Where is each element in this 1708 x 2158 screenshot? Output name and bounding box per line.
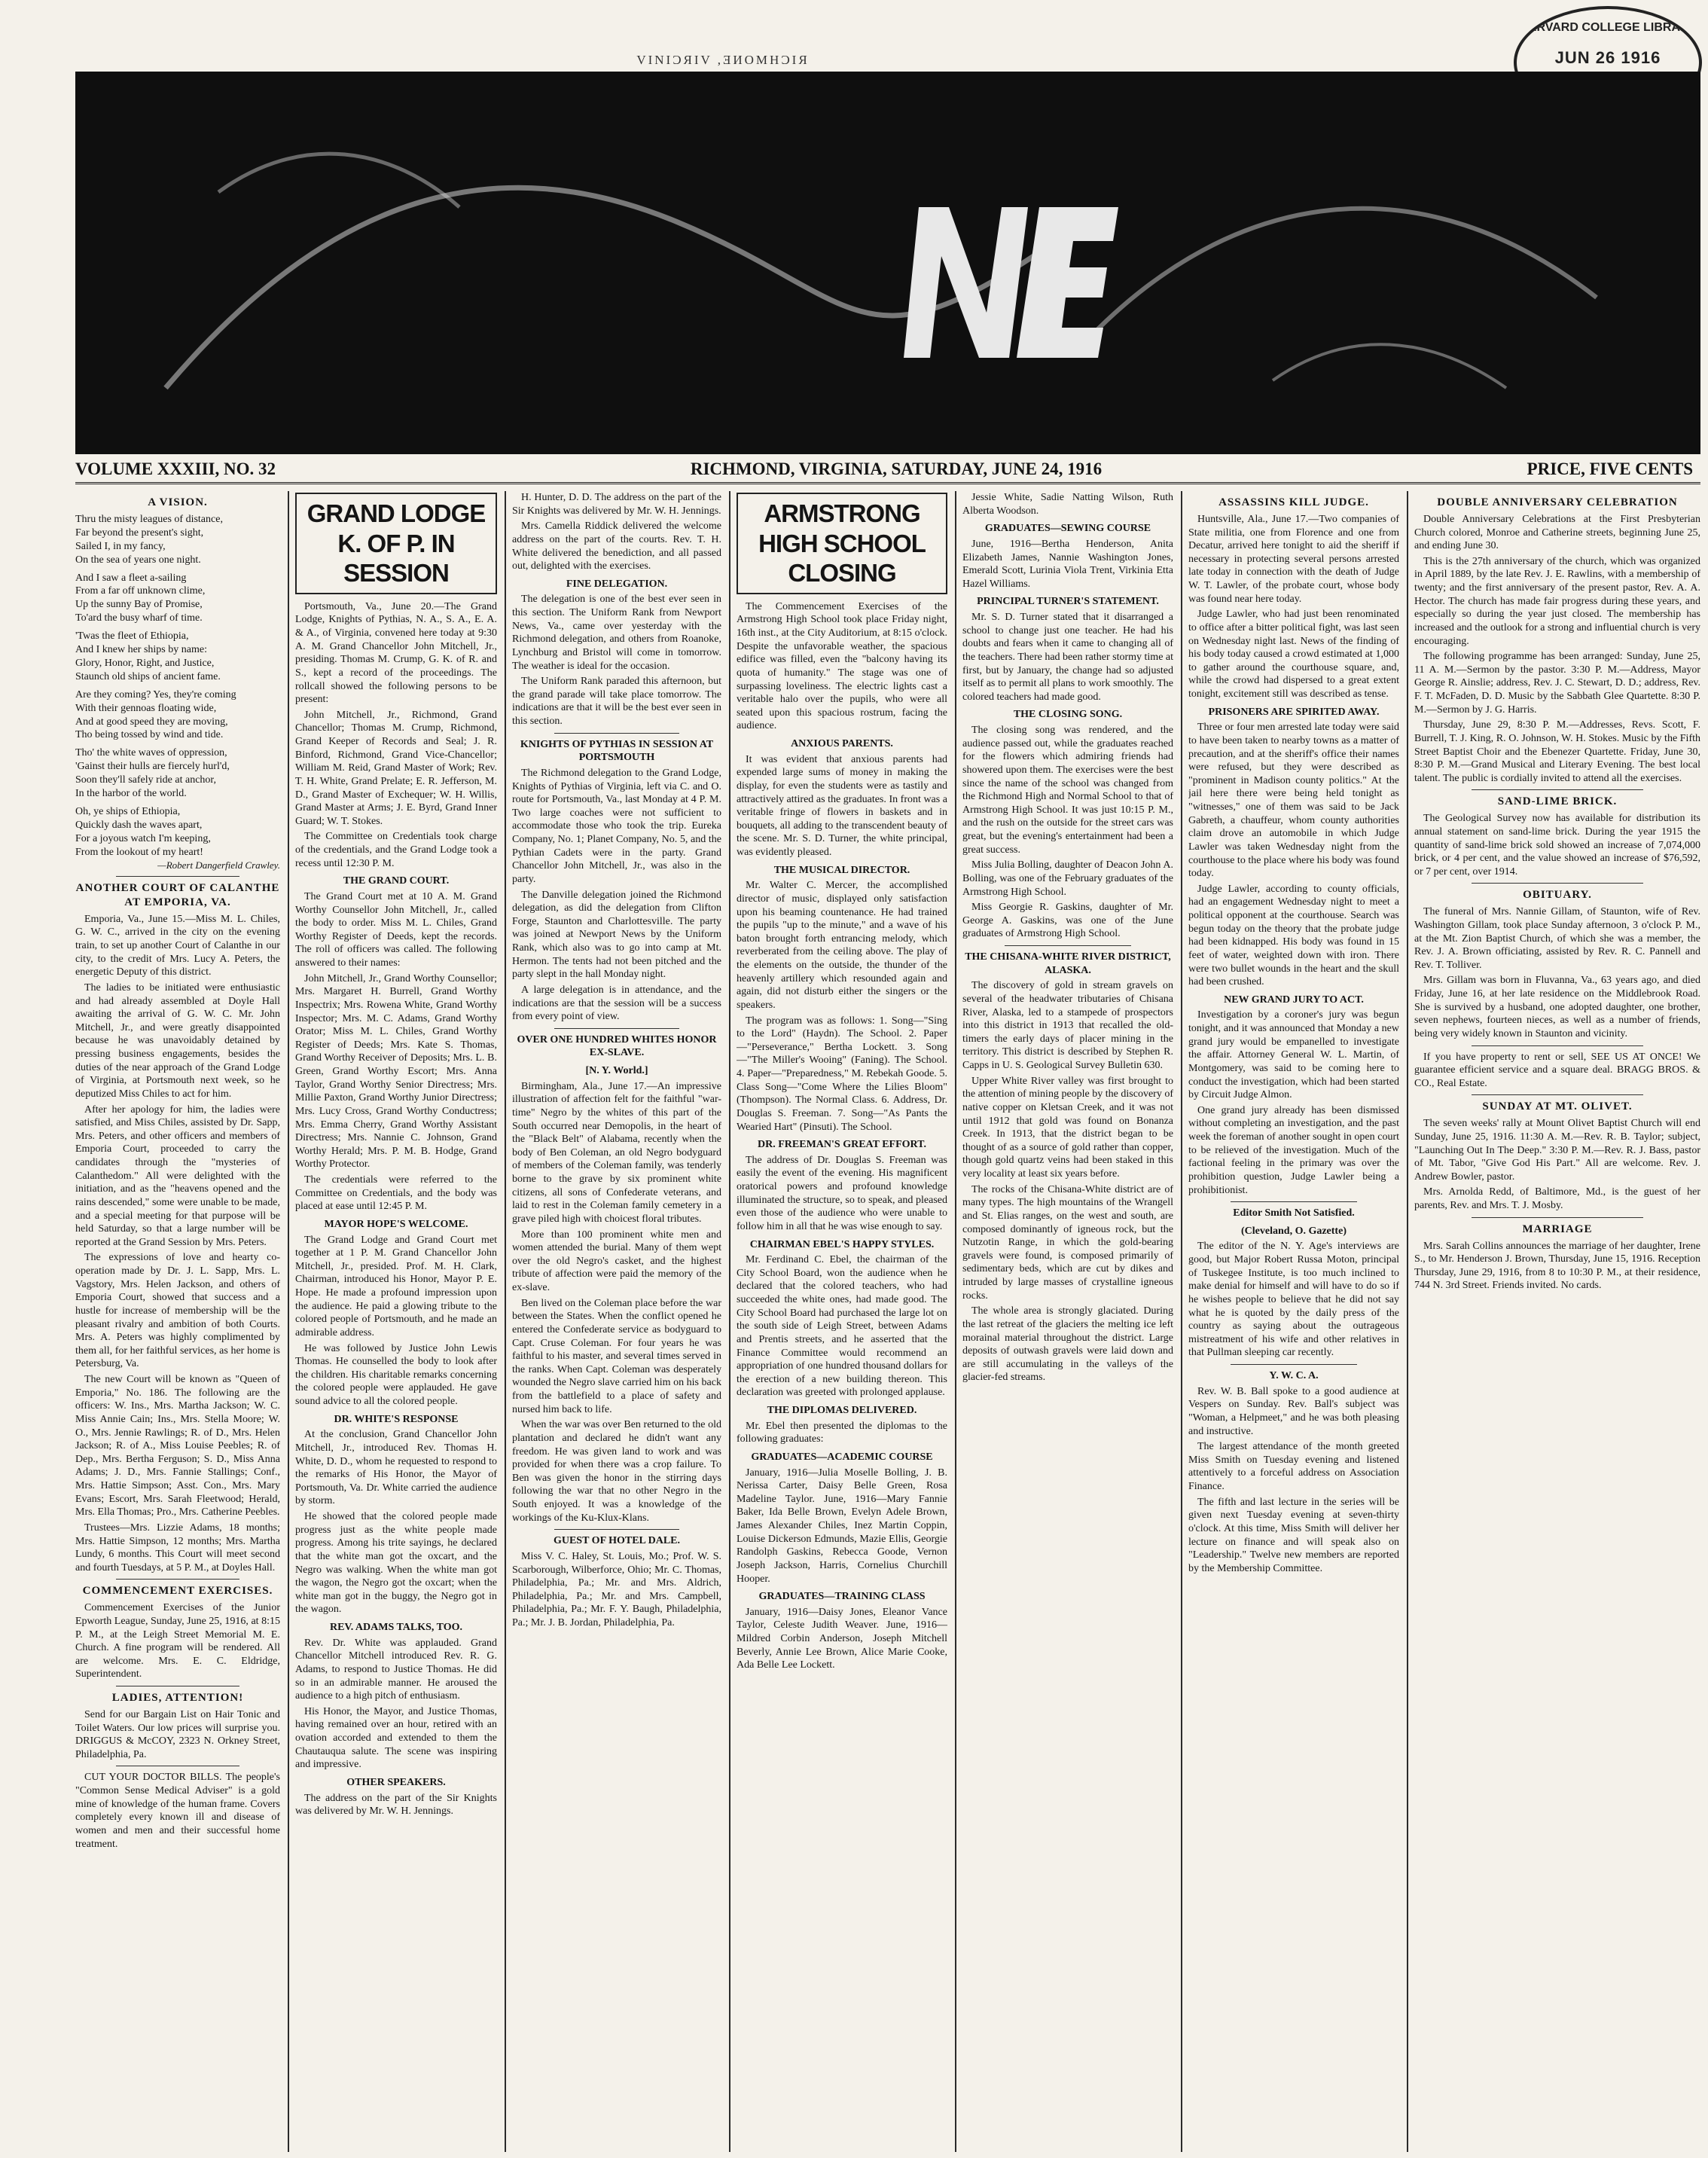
- article-paragraph: At the conclusion, Grand Chancellor John Mitchell, Jr., introduced Rev. Thomas H. White, D. D., whom he requested to respond to the remarks of His Honor, the Mayor of Portsmouth, Va. Dr. White carried the audience by storm.: [295, 1429, 497, 1507]
- article-paragraph: He showed that the colored people made progress just as the white people made progress. Among his trite sayings, he declared that the white man got the oxcart, and the Negro was walking. When the white man got the wagon, the Negro got the oxcart; when the white man got in the buggy, the Negro got in the wagon.: [295, 1511, 497, 1616]
- article-paragraph: Portsmouth, Va., June 20.—The Grand Lodge, Knights of Pythias, N. A., S. A., E. A. & A., of Virginia, convened here today at 9:30 A. M. Grand Chancellor John Mitchell, Jr., presiding. Thomas M. Crump, G. K. of R. and S., kept a record of the proceedings. The rollcall showed the following persons to be present:: [295, 600, 497, 706]
- article-paragraph: After her apology for him, the ladies were satisfied, and Miss Chiles, assisted by Dr. Sapp, Mrs. Peters, and other officers and members of Emporia Court, proceeded to carry the candidates through the "mysteries of Calanthedom." All were delighted with the initiation, and as the "heavens opened and the rains descended," some were unable to be made, and a special meeting for that purpose will be held Saturday, so that a large number will be reported at the Grand Session by Mrs. Peters.: [75, 1103, 280, 1248]
- column-rule: [1181, 491, 1182, 2152]
- article-paragraph: The editor of the N. Y. Age's interviews are good, but Major Robert Russa Moton, principal of Tuskegee Institute, is too much inclined to make denial for himself and will have to do so if he wishes people to believe that he did not say what he is quoted by the daily press of the country as saying about the outrageous mistreatment of his wife and other relatives in that Pullman sleeping car recently.: [1188, 1241, 1399, 1359]
- column-7: [1414, 491, 1700, 2152]
- article-paragraph: The Richmond delegation to the Grand Lodge, Knights of Pythias of Virginia, left via C. and O. route for Portsmouth, Va., last Monday at 4 P. M. Two large coaches were not sufficient to accommodate those who took the trip. Eureka Company, No. 1; Planet Company, No. 5, and the Pythian Cadets were in the party. Grand Chancellor John Mitchell, Jr., was also in the party.: [512, 767, 721, 885]
- price-label: PRICE, FIVE CENTS: [1527, 459, 1693, 478]
- column-6: [1188, 491, 1399, 2152]
- subhead-anxious-parents: ANXIOUS PARENTS.: [791, 738, 893, 750]
- subhead-sewing-course: GRADUATES—SEWING COURSE: [984, 523, 1151, 535]
- masthead-flourish: [105, 102, 1670, 426]
- article-paragraph: The program was as follows: 1. Song—"Sing to the Lord" (Haydn). The School. 2. Paper—"Perseverance," Bertha Lockett. 3. Song—"The Miller's Wooing" (Faning). The School. 4. Paper—"Preparedness," M. Rebekah Goode. 5. Class Song—"Come Where the Lilies Bloom" (Thompson). The Normal Class. 6. Address, Dr. Douglas S. Freeman. 7. Song—"As Pants the Wearied Hart" (Pinsuti). The School.: [737, 1015, 947, 1133]
- subhead-grand-court: THE GRAND COURT.: [343, 875, 450, 887]
- article-paragraph: John Mitchell, Jr., Richmond, Grand Chancellor; Thomas M. Crump, Richmond, Grand Keeper of Records and Seal; J. R. Binford, Richmond, Grand Vice-Chancellor; William M. Reid, Grand Master of Work; Rev. T. H. White, Grand Prelate; E. R. Jefferson, M. D., Grand Master of Exchequer; W. H. Willis, Grand Master at Arms; J. E. Byrd, Grand Inner Guard; W. T. Stokes.: [295, 709, 497, 827]
- article-paragraph: The funeral of Mrs. Nannie Gillam, of Staunton, wife of Rev. Washington Gillam, took place Sunday afternoon, 3 o'clock P. M., at the Mt. Zion Baptist Church, of which she was a member, the Rev. J. A. Brown officiating, assisted by Rev. R. C. Pannell and Rev. T. Tolliver.: [1414, 906, 1700, 971]
- headline-mt-olivet: SUNDAY AT MT. OLIVET.: [1482, 1100, 1633, 1113]
- subhead-hundred-whites: OVER ONE HUNDRED WHITES HONOR EX-SLAVE.: [517, 1033, 717, 1059]
- column-rule: [288, 491, 289, 2152]
- headline-armstrong: ARMSTRONG HIGH SCHOOL CLOSING: [737, 493, 947, 594]
- article-paragraph: The largest attendance of the month greeted Miss Smith on Tuesday evening and listened attentively to a forceful address on Association Finance.: [1188, 1441, 1399, 1493]
- article-paragraph: June, 1916—Bertha Henderson, Anita Elizabeth James, Nannie Washington Jones, Emerald Scott, Lurinia Viola Trent, Virkinia Etta Hazel Williams.: [962, 538, 1173, 590]
- article-paragraph: Ben lived on the Coleman place before the war between the States. When the conflict opened he entered the Confederate service as bodyguard to Capt. Cruse Coleman. For four years he was faithful to his master, and several times served in the ranks. When Capt. Coleman was desperately wounded the Negro slave carried him on his back from the battlefield to a place of safety and nursed him back to life.: [512, 1297, 721, 1415]
- headline-grand-lodge: GRAND LODGE K. OF P. IN SESSION: [295, 493, 497, 594]
- subhead-fine-delegation: FINE DELEGATION.: [566, 578, 668, 590]
- article-paragraph: John Mitchell, Jr., Grand Worthy Counsellor; Mrs. Margaret H. Burrell, Grand Worthy Inspectrix; Mrs. Rowena White, Grand Worthy Inspector; Mrs. M. C. Adams, Grand Worthy Orator; Miss M. L. Chiles, Grand Worthy Register of Deeds; Mrs. Kate S. Thomas, Grand Worthy Receiver of Deposits; Mrs. L. B. Green, Grand Worthy Escort; Mrs. Anna Taylor, Grand Worthy Senior Directress; Mrs. Millie Paxton, Grand Worthy Junior Directress; Mrs. Lucy Cross, Grand Worthy Conductress; Mrs. Emma Cherry, Grand Worthy Assistant Directress; Mrs. Nannie C. Johnson, Grand Worthy Herald; Mrs. P. M. B. Hodge, Grand Worthy Protector.: [295, 972, 497, 1171]
- subhead-chisana-river: THE CHISANA-WHITE RIVER DISTRICT, ALASKA.: [965, 951, 1171, 976]
- article-paragraph: The credentials were referred to the Committee on Credentials, and the body was placed at ease until 12:45 P. M.: [295, 1174, 497, 1213]
- article-paragraph: The Grand Lodge and Grand Court met together at 1 P. M. Grand Chancellor John Mitchell, Jr., presided. Prof. M. H. Clark, Chairman, introduced his Honor, Mayor P. E. Hope. He made a profound impression upon the audience. He paid a glowing tribute to the colored people of Portsmouth, and he made an admirable address.: [295, 1234, 497, 1338]
- subhead-principal-statement: PRINCIPAL TURNER'S STATEMENT.: [977, 596, 1159, 608]
- article-paragraph: January, 1916—Julia Moselle Bolling, J. B. Nerissa Carter, Daisy Belle Green, Rosa Madeline Taylor. June, 1916—Mary Fannie Baker, Ida Belle Brown, Evelyn Adele Brown, James Alexander Chiles, Inez Martin Coppin, Louise Dickerson Edmunds, Mazie Ellis, Georgie Randolph Gaskins, Rebecca Goode, Vernon Joseph Jackson, Harris, Cornelius Churchill Hooper.: [737, 1467, 947, 1585]
- article-paragraph: Rev. Dr. White was applauded. Grand Chancellor Mitchell introduced Rev. R. G. Adams, to respond to Justice Thomas. He did so in an admirable manner. He aroused the audience to a high pitch of enthusiasm.: [295, 1637, 497, 1702]
- article-paragraph: Upper White River valley was first brought to the attention of mining people by the discovery of native copper on Kletsan Creek, and it was not until 1912 that gold was found on Bonanza Creek. In 1913, that the district began to be thought of as a source of gold rather than copper, though gold quartz veins had been staked in this very locality at least six years before.: [962, 1075, 1173, 1180]
- advertisement-text: Send for our Bargain List on Hair Tonic and Toilet Waters. Our low prices will surprise you. DRIGGUS & McCOY, 2323 N. Orkney Street, Philadelphia, Pa.: [75, 1708, 280, 1760]
- article-paragraph: The closing song was rendered, and the audience passed out, while the graduates reached for the flowers which admiring friends had showered upon them. The exercises were the best since the name of the school was changed from the Richmond High and Normal School to that of Armstrong High School. It was just 10:15 P. M., and the rush on the outside for the street cars was great, but the evening's entertainment had been a great success.: [962, 725, 1173, 856]
- article-paragraph: Huntsville, Ala., June 17.—Two companies of State militia, one from Florence and one from Decatur, arrived here tonight to aid the sheriff if necessary in protecting several persons arrested late today in connection with the death of Judge W. T. Lawler, of the probate court, whose body was found near here today.: [1188, 513, 1399, 605]
- advertisement-text: If you have property to rent or sell, SEE US AT ONCE! We guarantee efficient service and a square deal. BRAGG BROS. & CO., Real Estate.: [1414, 1051, 1700, 1089]
- article-paragraph: Mrs. Camella Riddick delivered the welcome address on the part of the courts. Rev. T. H. White delivered the benediction, and all passed out, delighted with the exercises.: [512, 520, 721, 572]
- subhead-ywca: Y. W. C. A.: [1269, 1370, 1319, 1382]
- article-paragraph: The ladies to be initiated were enthusiastic and had already assembled at Doyle Hall awaiting the arrival of G. W. C. Mr. John Mitchell, Jr., and were greatly disappointed because he was unavoidably detained by pressing business engagements, besides the duties of the near approach of the Grand Lodge of Virginia, at Portsmouth next week, so he deputized Miss Chiles to act for him.: [75, 981, 280, 1100]
- article-paragraph: The whole area is strongly glaciated. During the last retreat of the glaciers the melting ice left morainal material throughout the district. Large deposits of outwash gravels were laid down and are still accumulating in the valleys of the glacier-fed streams.: [962, 1305, 1173, 1384]
- subhead-musical-director: THE MUSICAL DIRECTOR.: [773, 864, 910, 876]
- subhead-editor-smith: Editor Smith Not Satisfied.: [1233, 1207, 1355, 1219]
- poem-stanza: Are they coming? Yes, they're coming With their gennoas floating wide, And at good speed they are moving, Tho being tossed by wind and tide.: [75, 688, 236, 741]
- article-paragraph: He was followed by Justice John Lewis Thomas. He counselled the body to look after the children. His charitable remarks concerning the colored people were applauded. He gave sound advice to all the colored people.: [295, 1342, 497, 1408]
- column-rule: [729, 491, 730, 2152]
- article-paragraph: When the war was over Ben returned to the old plantation and declared he didn't want any freedom. He was given land to work and was provided for when there was a crop failure. To Ben was given the honor in the stirring days following the war that no other Negro in the South enjoyed. It was a knowledge of the workings of the Ku-Klux-Klans.: [512, 1419, 721, 1524]
- article-paragraph: Miss V. C. Haley, St. Louis, Mo.; Prof. W. S. Scarborough, Wilberforce, Ohio; Mr. C. Thomas, Philadelphia, Pa.; Mr. and Mrs. Aldrich, Philadelphia, Pa.; Mr. and Mrs. Campbell, Philadelphia, Pa.; Mr. F. Y. Baugh, Philadelphia, Pa.; Mr. J. B. Jordan, Philadelphia, Pa.: [512, 1550, 721, 1628]
- article-paragraph: Miss Julia Bolling, daughter of Deacon John A. Bolling, was one of the February graduates of the Armstrong High School.: [962, 859, 1173, 898]
- column-2: [295, 491, 497, 2152]
- subhead-diplomas: THE DIPLOMAS DELIVERED.: [767, 1405, 917, 1417]
- poem-stanza: And I saw a fleet a-sailing From a far off unknown clime, Up the sunny Bay of Promise, To'ard the busy wharf of time.: [75, 572, 206, 624]
- article-paragraph: Double Anniversary Celebrations at the First Presbyterian Church colored, Monroe and Catherine streets, beginning June 25, and ending June 30.: [1414, 513, 1700, 552]
- article-paragraph: Thursday, June 29, 8:30 P. M.—Addresses, Revs. Scott, F. Burrell, T. J. King, R. O. Johnson, W. H. Stokes. Music by the Fifth Street Baptist Choir and the Ebenezer Quartette. Friday, June 30, 8:30 P. M.—Grand Musical and Literary Evening. The best local talent. The public is cordially invited to attend all the exercises.: [1414, 719, 1700, 784]
- article-paragraph: Mrs. Arnolda Redd, of Baltimore, Md., is the guest of her parents, Rev. and Mrs. T. J. Mosby.: [1414, 1186, 1700, 1212]
- article-paragraph: The Commencement Exercises of the Armstrong High School took place Friday night, 16th inst., at the City Auditorium, at 8:15 o'clock. Despite the unfavorable weather, the spacious edifice was filled, even the "balcony having its quota of humanity." The stage was one of surpassing loveliness. The electric lights cast a veritable halo over the pupils, who were all seated upon this spacious rostrum, facing the audience.: [737, 600, 947, 732]
- headline-marriage: MARRIAGE: [1522, 1222, 1593, 1235]
- headline-commencement: COMMENCEMENT EXERCISES.: [82, 1585, 273, 1598]
- library-stamp: HARVARD COLLEGE LIBRARY JUN 26 1916: [1514, 6, 1702, 119]
- article-paragraph: The fifth and last lecture in the series will be given next Tuesday evening at seven-thirty o'clock. At this time, Miss Smith will deliver her lecture on finance and will speak also on "Leadership." Twelve new members are reported by the Membership Committee.: [1188, 1496, 1399, 1574]
- article-paragraph: Trustees—Mrs. Lizzie Adams, 18 months; Mrs. Hattie Simpson, 12 months; Mrs. Martha Lundy, 6 months. This Court will meet second and fourth Tuesdays, at 5 P. M., at Doyles Hall.: [75, 1522, 280, 1573]
- subhead-white-response: DR. WHITE'S RESPONSE: [334, 1413, 459, 1425]
- article-paragraph: The Grand Court met at 10 A. M. Grand Worthy Counsellor John Mitchell, Jr., called the body to order. Miss M. L. Chiles, Grand Worthy Register of Deeds, kept the records. The roll of officers was called. The following answered to their names:: [295, 890, 497, 969]
- article-paragraph: Birmingham, Ala., June 17.—An impressive illustration of affection felt for the faithful "war-time" Negro by the whites of this part of the South occurred near Demopolis, in the heart of the "Black Belt" of Alabama, recently when the body of Ben Coleman, an old Negro bodyguard of members of the Coleman family, was tenderly borne to the grave by six prominent white citizens, all sons of Confederate veterans, and laid to rest in the Coleman family cemetery in a grave piled high with choicest floral tributes.: [512, 1080, 721, 1225]
- subhead-closing-song: THE CLOSING SONG.: [1013, 709, 1123, 721]
- headline-obituary: OBITUARY.: [1523, 889, 1592, 902]
- article-paragraph: The address on the part of the Sir Knights was delivered by Mr. W. H. Jennings.: [295, 1792, 497, 1818]
- dateline-bar: [75, 458, 1700, 484]
- headline-ladies-attention: LADIES, ATTENTION!: [111, 1692, 244, 1705]
- source-credit: (Cleveland, O. Gazette): [1241, 1225, 1347, 1237]
- column-rule: [955, 491, 956, 2152]
- article-paragraph: The Danville delegation joined the Richmond delegation, as did the delegation from Clifton Forge, Staunton and Charlottesville. The party was joined at Newport News by the Uniform Rank, which also was to go into camp at Mt. Hermon. The tents had not been pitched and the party slept in the hall Monday night.: [512, 889, 721, 981]
- article-paragraph: The seven weeks' rally at Mount Olivet Baptist Church will end Sunday, June 25, 1916. 11:30 A. M.—Rev. R. B. Taylor; subject, "Launching Out In The Deep." 3:30 P. M.—Rev. R. J. Bass, pastor of Mt. Tabor, "Give God His Part." All are welcome. Rev. J. Andrew Bowler, pastor.: [1414, 1118, 1700, 1183]
- article-paragraph: A large delegation is in attendance, and the indications are that the session will be a success from every point of view.: [512, 984, 721, 1023]
- article-paragraph: Three or four men arrested late today were said to have been taken to nearby towns as a matter of precaution, and at the sheriff's office their names were refused, but they were described as "prominent in Madison county politics." At the jail here there were being held tonight as "witnesses," one of them was said to be Jack Gabreth, a chauffeur, whom county authorities claim drove an automobile in which Judge Lawler was taken Wednesday night from the courthouse to the place where his body was found today.: [1188, 722, 1399, 880]
- article-paragraph: The new Court will be known as "Queen of Emporia," No. 186. The following are the officers: W. Ins., Mrs. Martha Jackson; W. C. Miss Annie Cain; Ins., Mrs. Stella Moore; W. O., Mrs. Jennie Rawlings; R. of D., Mrs. Helen Jackson; R. of A., Miss Louise Peebles; R. of Dep., Mrs. Bertha Ferguson; S. D., Miss Anna Adams; J. D., Mrs. Fannie Stallings; Conf., Mrs. Hattie Simpson; Asst. Con., Mrs. Mary Evans; Escort, Mrs. Sarah Fleetwood; Herald, Mrs. Ella Thomas; Pro., Mrs. Catherine Peebles.: [75, 1374, 280, 1519]
- article-paragraph: January, 1916—Daisy Jones, Eleanor Vance Taylor, Celeste Judith Weaver. June, 1916—Mildred Corbin Anderson, Joseph Mitchell Beverly, Annie Lee Brown, Alice Marie Cooke, Ada Belle Lee Lockett.: [737, 1606, 947, 1671]
- article-paragraph: The Uniform Rank paraded this afternoon, but the grand parade will take place tomorrow. The indications are that it will be the best ever seen in this section.: [512, 676, 721, 727]
- article-paragraph: Mr. Ferdinand C. Ebel, the chairman of the City School Board, won the audience when he declared that the colored teachers, who had succeeded the white ones, had made good. The City School Board had purchased the large lot on the south side of Leigh Street, between Adams and Prentis streets, and he asserted that the Finance Committee would recommend an appropriation of one hundred thousand dollars for the erection of a new building thereon. This declaration was greeted with prolonged applause.: [737, 1254, 947, 1399]
- poem-author: —Robert Dangerfield Crawley.: [157, 859, 280, 871]
- column-rule: [1407, 491, 1408, 2152]
- subhead-prisoners: PRISONERS ARE SPIRITED AWAY.: [1208, 706, 1380, 718]
- subhead-new-grand-jury: NEW GRAND JURY TO ACT.: [1224, 994, 1364, 1006]
- article-paragraph: His Honor, the Mayor, and Justice Thomas, having remained over an hour, retired with an ovation accorded and extended to them the Chautauqua salute. The scene was inspiring and impressive.: [295, 1705, 497, 1771]
- column-rule: [505, 491, 506, 2152]
- column-4: [737, 491, 947, 2152]
- article-paragraph: Mr. Ebel then presented the diplomas to the following graduates:: [737, 1420, 947, 1445]
- subhead-academic-course: GRADUATES—ACADEMIC COURSE: [751, 1451, 933, 1463]
- column-3: [512, 491, 721, 2152]
- article-paragraph: Miss Georgie R. Gaskins, daughter of Mr. George A. Gaskins, was one of the June graduates of Armstrong High School.: [962, 902, 1173, 940]
- column-5: [962, 491, 1173, 2152]
- subhead-training-class: GRADUATES—TRAINING CLASS: [758, 1591, 926, 1603]
- article-paragraph: The Committee on Credentials took charge of the credentials, and the Grand Lodge took a recess until 12:30 P. M.: [295, 831, 497, 869]
- subhead-other-speakers: OTHER SPEAKERS.: [346, 1776, 446, 1788]
- headline-calanthe: ANOTHER COURT OF CALANTHE AT EMPORIA, VA.: [75, 882, 280, 908]
- article-paragraph: The following programme has been arranged: Sunday, June 25, 11 A. M.—Sermon by the pastor. 3:30 P. M.—Address, Mayor George R. Ainslie; address, Rev. J. C. Stewart, D. D.; address, Rev. F. T. McFaden, D. D. Music by the Sabbath Glee Quartette. 8:30 P. M.—Sermon by J. G. Harris.: [1414, 651, 1700, 716]
- subhead-chairman-ebel: CHAIRMAN EBEL'S HAPPY STYLES.: [749, 1238, 935, 1250]
- issue-date: RICHMOND, VIRGINIA, SATURDAY, JUNE 24, 1916: [690, 459, 1103, 478]
- article-paragraph: The address of Dr. Douglas S. Freeman was easily the event of the evening. His magnificent oratorical powers and profound knowledge illuminated the structure, so to speak, and pleased even those of the audience who were unable to follow him in all that he was wise enough to say.: [737, 1154, 947, 1232]
- article-paragraph: Judge Lawler, according to county officials, had an engagement Wednesday night to meet a political opponent at the courthouse. Search was begun today on the theory that the probate judge had been kidnapped. His body was found in 15 feet of water, weighted down with iron. There were two bullet wounds in the heart and the skull had been crushed.: [1188, 883, 1399, 988]
- article-paragraph: Mr. S. D. Turner stated that it disarranged a school to change just one teacher. He had his doubts and fears when it came to changing all of the teachers. There had been rather stormy time at first, but by January, the change had so adjusted itself as to permit all plans to work smoothly. The colored teachers had made good.: [962, 612, 1173, 703]
- article-paragraph: Mr. Walter C. Mercer, the accomplished director of music, displayed only satisfaction upon his beaming countenance. He had trained the pupils "up to the minute," and a wave of his baton brought forth entrancing melody, which reverberated from the ceiling above. The play of the elements on the outside, the thunder of the heavenly artillery which resounded again and again, did not disturb either the singers or the speakers.: [737, 880, 947, 1011]
- column-1: [75, 491, 280, 2152]
- subhead-adams-talks: REV. ADAMS TALKS, TOO.: [329, 1622, 463, 1634]
- poem-stanza: Oh, ye ships of Ethiopia, Quickly dash the waves apart, For a joyous watch I'm keeping, From the lookout of my heart!: [75, 806, 211, 858]
- subhead-knights-portsmouth: KNIGHTS OF PYTHIAS IN SESSION AT PORTSMOUTH: [520, 738, 714, 764]
- article-paragraph: One grand jury already has been dismissed without completing an investigation, and the past week the foreman of another sought in open court to be relieved of the investigation. Much of the factional feeling in the primary was over the prohibition question, Judge Lawler being a prohibitionist.: [1188, 1104, 1399, 1196]
- article-paragraph: Investigation by a coroner's jury was begun tonight, and it was announced that Monday a new grand jury would be empanelled to investigate the affair. Attorney General W. L. Martin, of Montgomery, was said to be coming here to conduct the investigation, which had been started by Circuit Judge Almon.: [1188, 1009, 1399, 1101]
- article-paragraph: Judge Lawler, who had just been renominated to office after a bitter political fight, was last seen on Wednesday night last. News of the finding of his body today caused a crowd estimated at 1,000 to gather around the courthouse square, and, while the crowd had dispersed to a great extent tonight, excitement still was described as tense.: [1188, 609, 1399, 701]
- top-strip-mirrored-text: VINIƆЯIV ,ƎИOMHƆIЯ: [636, 53, 810, 67]
- subhead-freeman-effort: DR. FREEMAN'S GREAT EFFORT.: [758, 1139, 926, 1151]
- article-paragraph: Mrs. Gillam was born in Fluvanna, Va., 63 years ago, and died Friday, June 16, at her late residence on the Middlebrook Road. She is survived by a husband, one adopted daughter, one brother, seven nephews, fourteen nieces, as well as a number of friends, being very widely known in Staunton and vicinity.: [1414, 975, 1700, 1039]
- headline-sand-lime-brick: SAND-LIME BRICK.: [1497, 795, 1618, 808]
- article-paragraph: The Geological Survey now has available for distribution its annual statement on sand-lime brick. During the year 1915 the quantity of sand-lime brick sold showed an increase of 7,074,000 brick, or 4 per cent, and the value showed an increase of $76,592, or 7 per cent, over 1914.: [1414, 813, 1700, 878]
- subhead-hotel-dale: GUEST OF HOTEL DALE.: [553, 1535, 681, 1547]
- headline-assassins: ASSASSINS KILL JUDGE.: [1218, 496, 1369, 508]
- poem-stanza: 'Twas the fleet of Ethiopia, And I knew her ships by name: Glory, Honor, Right, and Justice, Staunch old ships of ancient fame.: [75, 630, 221, 682]
- article-paragraph: The rocks of the Chisana-White district are of many types. The high mountains of the Wrangell and St. Elias ranges, on the west and south, are composed dominantly of igneous rock, but the Nutzotin Range, in which the gold-bearing gravels were found, is composed primarily of sedimentary beds, which are cut by dikes and intruded by large masses of crystalline igneous rocks.: [962, 1183, 1173, 1302]
- article-paragraph: More than 100 prominent white men and women attended the burial. Many of them wept over the old Negro's casket, and the highest tribute of affection were paid the memory of the ex-slave.: [512, 1229, 721, 1293]
- headline-a-vision: A VISION.: [148, 496, 208, 508]
- volume-number: VOLUME XXXIII, NO. 32: [75, 459, 276, 478]
- article-paragraph: Mrs. Sarah Collins announces the marriage of her daughter, Irene S., to Mr. Henderson J. Brown, Thursday, June 15, 1916. Reception Thursday, June 29, 1916, from 8 to 10:30 P. M., at their residence, 744 N. 3rd Street. Friends invited. No cards.: [1414, 1240, 1700, 1292]
- poem-stanza: Tho' the white waves of oppression, 'Gainst their hulls are fiercely hurl'd, Soon they'll safely ride at anchor, In the harbor of the world.: [75, 747, 230, 800]
- article-paragraph: Commencement Exercises of the Junior Epworth League, Sunday, June 25, 1916, at 8:15 P. M., at the Leigh Street Memorial M. E. Church. A fine program will be rendered. All are welcome. Mrs. E. C. Eldridge, Superintendent.: [75, 1602, 280, 1680]
- article-paragraph: It was evident that anxious parents had expended large sums of money in making the display, for even the students were as tastily and attractively attired as the graduates. In front was a veritable fringe of flowers in baskets and in bouquets, all adding to the transcendent beauty of the scene. Mr. S. D. Turner, the white principal, was evidently pleased.: [737, 753, 947, 859]
- masthead-lettering: [889, 185, 1130, 373]
- article-paragraph: The delegation is one of the best ever seen in this section. The Uniform Rank from Newport News, Va., came over yesterday with the Richmond delegation, and others from Roanoke, Lynchburg and Bristol will come in tomorrow. The weather is ideal for the occasion.: [512, 594, 721, 672]
- article-paragraph: Rev. W. B. Ball spoke to a good audience at Vespers on Sunday. Rev. Ball's subject was "Woman, a Helpmeet," and he was both pleasing and instructive.: [1188, 1385, 1399, 1437]
- advertisement-text: CUT YOUR DOCTOR BILLS. The people's "Common Sense Medical Adviser" is a gold mine of knowledge of the human frame. Covers completely every known ill and disease of women and men and their successful home treatment.: [75, 1772, 280, 1850]
- article-paragraph: The discovery of gold in stream gravels on several of the headwater tributaries of Chisana River, Alaska, led to a stampede of prospectors into this district in 1913 that recalled the old-timers the early days of placer mining in the territory. This district is described by Stephen R. Capps in U. S. Geological Survey Bulletin 630.: [962, 980, 1173, 1071]
- article-paragraph: This is the 27th anniversary of the church, which was organized in April 1889, by the late Rev. J. E. Rawlins, with a membership of twenty; and the first anniversary of the present pastor, Rev. A. A. Hector. The church has made fair progress during these years, and especially so during the year just closed. The membership has increased and the outlook for a strong and influential church is very encouraging.: [1414, 555, 1700, 647]
- source-credit: [N. Y. World.]: [585, 1065, 648, 1076]
- article-paragraph: The expressions of love and hearty co-operation made by Dr. J. L. Sapp, Mrs. L. Vagstory, Mrs. Helen Jackson, and others of Emporia Court, showed that success and a hustle for increase of membership will be the pleasant rivalry and ambition of both Courts. Mrs. A. Peters was highly complimented by them all, for her faithful services, as her home is Petersburg, Va.: [75, 1252, 280, 1370]
- article-paragraph: H. Hunter, D. D. The address on the part of the Sir Knights was delivered by Mr. W. H. Jennings.: [512, 492, 721, 517]
- masthead-banner: [75, 72, 1700, 454]
- poem-stanza: Thru the misty leagues of distance, Far beyond the present's sight, Sailed I, in my fancy, On the sea of years one night.: [75, 513, 223, 566]
- headline-double-anniversary: DOUBLE ANNIVERSARY CELEBRATION: [1437, 496, 1678, 508]
- subhead-mayor-welcome: MAYOR HOPE'S WELCOME.: [324, 1218, 468, 1230]
- article-paragraph: Jessie White, Sadie Natting Wilson, Ruth Alberta Woodson.: [962, 492, 1173, 517]
- article-paragraph: Emporia, Va., June 15.—Miss M. L. Chiles, G. W. C., arrived in the city on the evening train, to set up another Court of Calanthe in our city, to the credit of Mrs. Lucy A. Peters, the energetic Deputy of this district.: [75, 913, 280, 978]
